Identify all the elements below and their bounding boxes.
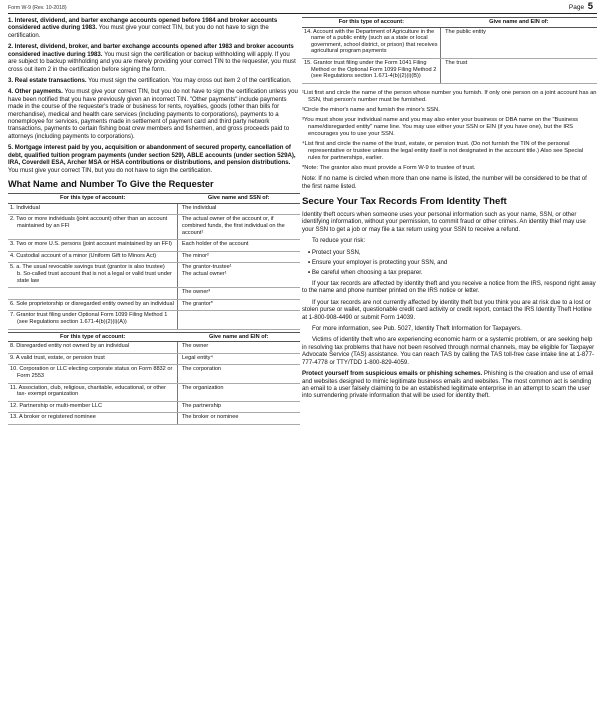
give-name-cell: [177, 311, 300, 329]
table-header: Give name and EIN of:: [177, 332, 300, 342]
account-type-cell: 6. Sole proprietorship or disregarded entity owned by an individual: [8, 299, 177, 311]
give-name-cell: The minor²: [177, 251, 300, 263]
table-row: [8, 401, 300, 413]
paragraph-1: 1. Interest, dividend, and barter exchange accounts opened before 1984 and broker accounts considered active during 1983. You must give your correct TIN, but you do not have to sign the certification.: [8, 17, 278, 39]
paragraph-2: 2. Interest, dividend, broker, and barter exchange accounts opened after 1983 and broker accounts considered inactive during 1983. You must sign the certification or backup withholding will apply. If you are subject to backup withholding and you are merely providing your correct TIN to the requester, you must cross out item 2 in the certification before signing the form.: [8, 43, 296, 73]
paragraph-3: 3. Real estate transactions. You must sign the certification. You may cross out item 2 of the certification.: [8, 76, 292, 84]
bullet-item: • Protect your SSN,: [308, 249, 597, 256]
right-column: [302, 17, 597, 404]
account-type-cell: 3. Two or more U.S. persons (joint account maintained by an FFI): [8, 240, 177, 252]
account-type-cell: 5. a. The usual revocable savings trust (grantor is also trustee) b. So-called trust account that is not a legal or valid trust under state law: [8, 263, 177, 288]
give-name-cell: The grantor*: [177, 299, 300, 311]
ein-table: [8, 332, 300, 425]
table-row: [8, 240, 300, 252]
identity-paragraph: Identity theft occurs when someone uses your personal information such as your name, SSN, or other identifying information, without your permission, to commit fraud or other crimes. An identity thief may use your SSN to get a job or may file a tax return using your SSN to receive a refund.: [302, 210, 586, 233]
account-type-cell: 15. Grantor trust filing under the Form 1041 Filing Method or the Optional Form 1099 Filing Method 2 (see Regulations section 1.671-4(b)(2)(i)(B)): [302, 58, 441, 83]
give-name-cell: The grantor-trustee¹ The actual owner¹: [177, 263, 300, 288]
section-title: What Name and Number To Give the Requester: [8, 179, 214, 190]
give-name-cell: The organization: [177, 383, 300, 401]
account-type-cell: 4. Custodial account of a minor (Uniform Gift to Minors Act): [8, 251, 177, 263]
footnote: *Note: The grantor also must provide a Form W-9 to trustee of trust.: [302, 165, 476, 172]
table-row: [8, 251, 300, 263]
form-id: Form W-9 (Rev. 10-2018): [8, 5, 67, 11]
table-row: [302, 58, 597, 83]
table-row: [8, 413, 300, 425]
give-name-cell: Each holder of the account: [177, 240, 300, 252]
footnote: ¹List first and circle the name of the person whose number you furnish. If only one person on a joint account has an SSN, that person's number must be furnished.: [302, 89, 597, 103]
account-type-cell: 9. A valid trust, estate, or pension trust: [8, 353, 177, 365]
table-row: [8, 353, 300, 365]
account-type-cell: 12. Partnership or multi-member LLC: [8, 401, 177, 413]
page-word: Page: [568, 4, 585, 11]
give-name-cell: Legal entity⁴: [177, 353, 300, 365]
ssn-table: [8, 193, 300, 329]
give-name-cell: The public entity: [441, 27, 597, 58]
footnote: ⁴List first and circle the name of the trust, estate, or pension trust. (Do not furnish the TIN of the personal representative or trustee unless the legal entity itself is not designated in the account title.) Also see Special rules for partnerships, earlier.: [302, 141, 584, 162]
give-name-cell: The individual: [177, 203, 300, 215]
give-name-cell: The owner: [177, 342, 300, 354]
account-type-cell: 10. Corporation or LLC electing corporate status on Form 8832 or Form 2553: [8, 365, 177, 383]
give-name-cell: The broker or nominee: [177, 413, 300, 425]
account-type-cell: 2. Two or more individuals (joint account) other than an account maintained by an FFI: [8, 215, 177, 240]
table-row: [302, 27, 597, 58]
ein-table-continued: [302, 17, 597, 84]
left-column: [8, 17, 300, 425]
table-row: [8, 342, 300, 354]
table-header: Give name and SSN of:: [177, 194, 300, 204]
table-header: Give name and EIN of:: [441, 18, 597, 28]
note: Note: If no name is circled when more than one name is listed, the number will be considered to be that of the first name listed.: [302, 175, 587, 190]
phishing-paragraph: Protect yourself from suspicious emails or phishing schemes. Phishing is the creation and use of email and websites designed to mimic legitimate business emails and websites. The most common act is sending an email to a user falsely claiming to be an established legitimate enterprise in an attempt to scam the user into surrendering private information that will be used for identity theft.: [302, 370, 594, 400]
identity-reduce: To reduce your risk:: [312, 237, 366, 245]
paragraph-4: 4. Other payments. You must give your correct TIN, but you do not have to sign the certification unless you have been notified that you have previously given an incorrect TIN. "Other payments" include payments made in the course of the requester's trade or business for rents, royalties, goods (other than bills for merchandise), medical and health care services (including payments to corporations), payments to a nonemployee for services, payments made in settlement of payment card and third party network transactions, payments to certain fishing boat crew members and fishermen, and gross proceeds paid to attorneys (including payments to corporations).: [8, 88, 298, 140]
table-header: For this type of account:: [302, 18, 441, 28]
table-row: [8, 215, 300, 240]
table-row: [8, 311, 300, 329]
table-header: For this type of account:: [8, 332, 177, 342]
page-number-value: 5: [587, 1, 593, 12]
give-name-cell: The trust: [441, 58, 597, 83]
identity-paragraph: If your tax records are affected by identity theft and you receive a notice from the IRS, respond right away to the name and phone number printed on the IRS notice or letter.: [302, 279, 596, 295]
give-name-cell: The actual owner of the account or, if combined funds, the first individual on the account¹: [177, 215, 300, 240]
give-name-cell: The partnership: [177, 401, 300, 413]
identity-paragraph: If your tax records are not currently affected by identity theft but you think you are at risk due to a lost or stolen purse or wallet, questionable credit card activity or credit report, contact the IRS Identity Theft Hotline at 1-800-908-4490 or submit Form 14039.: [302, 298, 592, 321]
table-row: [8, 299, 300, 311]
identity-paragraph: Victims of identity theft who are experiencing economic harm or a systemic problem, or are seeking help in resolving tax problems that have not been resolved through normal channels, may be eligible for Taxpayer Advocate Service (TAS) assistance. You can reach TAS by calling the TAS toll-free case intake line at 1-877-777-4778 or TTY/TDD 1-800-829-4059.: [302, 336, 595, 366]
bullet-item: • Be careful when choosing a tax preparer.: [308, 269, 597, 276]
table-row: [8, 383, 300, 401]
page-number: [569, 1, 593, 13]
account-type-cell: [8, 288, 177, 300]
identity-paragraph: For more information, see Pub. 5027, Identity Theft Information for Taxpayers.: [312, 324, 522, 332]
footnote: ³You must show your individual name and you may also enter your business or DBA name on the "Business name/disregarded entity" name line. You may use either your SSN or EIN (if you have one), but the IRS encourages you to use your SSN.: [302, 116, 579, 138]
account-type-cell: 13. A broker or registered nominee: [8, 413, 177, 425]
paragraph-5: 5. Mortgage interest paid by you, acquisition or abandonment of secured property, cancellation of debt, qualified tuition program payments (under section 529), ABLE accounts (under section 529A), IRA, Coverdell ESA, Archer MSA or HSA contributions or distributions, and pension distributions. You must give your correct TIN, but you do not have to sign the certification.: [8, 144, 296, 174]
bullet-item: • Ensure your employer is protecting your SSN, and: [308, 259, 597, 266]
identity-theft-title: Secure Your Tax Records From Identity Theft: [302, 196, 507, 208]
table-row: [8, 263, 300, 288]
account-type-cell: 1. Individual: [8, 203, 177, 215]
table-header: For this type of account:: [8, 194, 177, 204]
account-type-cell: 8. Disregarded entity not owned by an individual: [8, 342, 177, 354]
table-row: [8, 288, 300, 300]
table-row: [8, 203, 300, 215]
footnote: ²Circle the minor's name and furnish the minor's SSN.: [302, 106, 440, 113]
give-name-cell: The corporation: [177, 365, 300, 383]
account-type-cell: 11. Association, club, religious, charitable, educational, or other tax- exempt organization: [8, 383, 177, 401]
give-name-cell: The owner³: [177, 288, 300, 300]
header-rule: [8, 13, 597, 14]
account-type-cell: 7. Grantor trust filing under Optional Form 1099 Filing Method 1 (see Regulations section 1.671-4(b)(2)(i)(A)): [8, 311, 177, 329]
table-row: [8, 365, 300, 383]
account-type-cell: 14. Account with the Department of Agriculture in the name of a public entity (such as a state or local government, school district, or prison) that receives agricultural program payments: [302, 27, 441, 58]
